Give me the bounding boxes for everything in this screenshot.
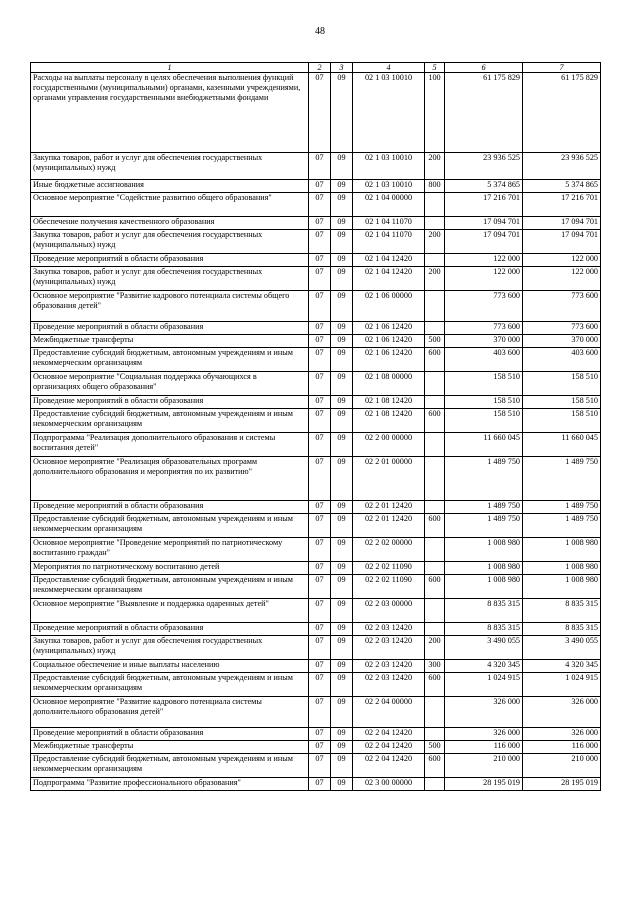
cell-v2: 8 835 315 [523,599,601,623]
cell-v2: 773 600 [523,322,601,335]
cell-pr: 09 [331,193,353,217]
cell-v1: 5 374 865 [445,180,523,193]
cell-v2: 1 008 980 [523,575,601,599]
cell-v2: 1 008 980 [523,538,601,562]
cell-v1: 773 600 [445,291,523,322]
cell-rz: 07 [309,73,331,153]
cell-rz: 07 [309,562,331,575]
cell-name: Основное мероприятие "Реализация образовательных программ дополнительного образования и мероприятия по их развитию" [31,457,309,501]
cell-v2: 23 936 525 [523,153,601,180]
cell-rz: 07 [309,623,331,636]
cell-v1: 1 489 750 [445,514,523,538]
cell-v2: 1 489 750 [523,501,601,514]
cell-name: Предоставление субсидий бюджетным, автономным учреждениям и иным некоммерческим организациям [31,575,309,599]
cell-pr: 09 [331,217,353,230]
cell-v2: 326 000 [523,697,601,728]
cell-vr: 600 [425,575,445,599]
header-cell: 5 [425,63,445,73]
cell-vr [425,322,445,335]
cell-v2: 158 510 [523,372,601,396]
cell-v1: 8 835 315 [445,599,523,623]
cell-rz: 07 [309,538,331,562]
cell-csr: 02 1 08 12420 [353,409,425,433]
cell-pr: 09 [331,335,353,348]
cell-v2: 61 175 829 [523,73,601,153]
cell-v1: 23 936 525 [445,153,523,180]
cell-csr: 02 2 03 00000 [353,599,425,623]
cell-name: Проведение мероприятий в области образования [31,501,309,514]
cell-csr: 02 2 04 12420 [353,741,425,754]
cell-csr: 02 1 04 12420 [353,267,425,291]
cell-name: Межбюджетные трансферты [31,741,309,754]
cell-csr: 02 1 04 12420 [353,254,425,267]
cell-rz: 07 [309,599,331,623]
cell-rz: 07 [309,575,331,599]
cell-name: Основное мероприятие "Социальная поддержка обучающихся в организациях общего образования" [31,372,309,396]
cell-pr: 09 [331,660,353,673]
cell-vr [425,291,445,322]
cell-v2: 1 489 750 [523,514,601,538]
cell-name: Проведение мероприятий в области образования [31,396,309,409]
cell-v2: 122 000 [523,254,601,267]
cell-v2: 17 216 701 [523,193,601,217]
cell-vr [425,697,445,728]
cell-name: Проведение мероприятий в области образования [31,322,309,335]
cell-csr: 02 2 03 12420 [353,673,425,697]
table-row [31,230,601,254]
cell-rz: 07 [309,741,331,754]
table-row [31,348,601,372]
cell-pr: 09 [331,728,353,741]
table-row [31,457,601,501]
cell-name: Закупка товаров, работ и услуг для обеспечения государственных (муниципальных) нужд [31,267,309,291]
table-row [31,741,601,754]
table-row [31,73,601,153]
cell-vr [425,623,445,636]
cell-name: Предоставление субсидий бюджетным, автономным учреждениям и иным некоммерческим организациям [31,348,309,372]
cell-rz: 07 [309,180,331,193]
cell-csr: 02 2 03 12420 [353,660,425,673]
cell-pr: 09 [331,562,353,575]
cell-pr: 09 [331,501,353,514]
cell-vr [425,217,445,230]
cell-csr: 02 2 04 00000 [353,697,425,728]
cell-v1: 1 008 980 [445,538,523,562]
cell-name: Основное мероприятие "Развитие кадрового потенциала системы общего образования детей" [31,291,309,322]
table-row [31,660,601,673]
cell-name: Закупка товаров, работ и услуг для обеспечения государственных (муниципальных) нужд [31,230,309,254]
cell-csr: 02 2 04 12420 [353,754,425,778]
cell-csr: 02 2 04 12420 [353,728,425,741]
cell-pr: 09 [331,322,353,335]
cell-v1: 8 835 315 [445,623,523,636]
table-row [31,514,601,538]
cell-v2: 4 320 345 [523,660,601,673]
cell-rz: 07 [309,636,331,660]
table-row [31,153,601,180]
cell-csr: 02 1 03 10010 [353,153,425,180]
cell-name: Обеспечение получения качественного образования [31,217,309,230]
cell-v2: 3 490 055 [523,636,601,660]
cell-rz: 07 [309,291,331,322]
cell-v1: 326 000 [445,728,523,741]
cell-csr: 02 2 03 12420 [353,623,425,636]
cell-rz: 07 [309,660,331,673]
cell-csr: 02 1 03 10010 [353,180,425,193]
cell-pr: 09 [331,348,353,372]
cell-rz: 07 [309,409,331,433]
cell-csr: 02 2 00 00000 [353,433,425,457]
cell-vr: 200 [425,636,445,660]
cell-v1: 122 000 [445,267,523,291]
cell-rz: 07 [309,514,331,538]
cell-rz: 07 [309,673,331,697]
cell-vr [425,778,445,791]
cell-name: Иные бюджетные ассигнования [31,180,309,193]
table-row [31,322,601,335]
cell-v1: 158 510 [445,409,523,433]
cell-name: Расходы на выплаты персоналу в целях обеспечения выполнения функций государственными (муниципальными) органами, казенными учреждениями, органами управления государственными внебюджетными фондами [31,73,309,153]
cell-vr: 500 [425,335,445,348]
cell-vr [425,433,445,457]
cell-rz: 07 [309,728,331,741]
cell-pr: 09 [331,778,353,791]
cell-vr: 800 [425,180,445,193]
cell-csr: 02 1 03 10010 [353,73,425,153]
cell-rz: 07 [309,335,331,348]
cell-v1: 1 024 915 [445,673,523,697]
cell-v2: 1 008 980 [523,562,601,575]
cell-pr: 09 [331,636,353,660]
cell-v1: 1 008 980 [445,562,523,575]
cell-vr [425,562,445,575]
cell-v1: 11 660 045 [445,433,523,457]
cell-vr [425,599,445,623]
cell-rz: 07 [309,217,331,230]
cell-v1: 1 008 980 [445,575,523,599]
cell-pr: 09 [331,73,353,153]
cell-vr: 600 [425,348,445,372]
cell-name: Социальное обеспечение и иные выплаты населению [31,660,309,673]
cell-v1: 28 195 019 [445,778,523,791]
cell-v1: 158 510 [445,372,523,396]
cell-v2: 158 510 [523,409,601,433]
table-row [31,778,601,791]
cell-vr [425,193,445,217]
cell-v2: 11 660 045 [523,433,601,457]
cell-v1: 17 216 701 [445,193,523,217]
cell-name: Предоставление субсидий бюджетным, автономным учреждениям и иным некоммерческим организациям [31,754,309,778]
table-row [31,501,601,514]
cell-pr: 09 [331,254,353,267]
cell-csr: 02 2 01 12420 [353,514,425,538]
cell-pr: 09 [331,409,353,433]
header-cell: 1 [31,63,309,73]
cell-csr: 02 1 04 11070 [353,217,425,230]
header-cell: 2 [309,63,331,73]
cell-pr: 09 [331,673,353,697]
table-row [31,254,601,267]
cell-vr [425,372,445,396]
cell-name: Проведение мероприятий в области образования [31,623,309,636]
cell-pr: 09 [331,754,353,778]
cell-name: Основное мероприятие "Проведение мероприятий по патриотическому воспитанию граждан" [31,538,309,562]
cell-rz: 07 [309,267,331,291]
cell-vr: 300 [425,660,445,673]
table-row [31,599,601,623]
cell-csr: 02 2 03 12420 [353,636,425,660]
cell-pr: 09 [331,230,353,254]
cell-pr: 09 [331,153,353,180]
cell-name: Закупка товаров, работ и услуг для обеспечения государственных (муниципальных) нужд [31,153,309,180]
cell-pr: 09 [331,457,353,501]
cell-csr: 02 1 08 12420 [353,396,425,409]
page-number: 48 [315,26,325,37]
cell-csr: 02 1 06 12420 [353,335,425,348]
cell-v2: 158 510 [523,396,601,409]
cell-rz: 07 [309,348,331,372]
cell-rz: 07 [309,254,331,267]
table-row [31,728,601,741]
cell-rz: 07 [309,697,331,728]
table-header-row [31,63,601,73]
cell-vr [425,501,445,514]
cell-csr: 02 2 01 12420 [353,501,425,514]
cell-rz: 07 [309,754,331,778]
table-row [31,697,601,728]
cell-vr: 600 [425,514,445,538]
cell-csr: 02 1 08 00000 [353,372,425,396]
cell-v1: 17 094 701 [445,217,523,230]
table-row [31,575,601,599]
cell-rz: 07 [309,433,331,457]
cell-pr: 09 [331,575,353,599]
header-cell: 4 [353,63,425,73]
table-row [31,562,601,575]
table-row [31,335,601,348]
cell-v2: 8 835 315 [523,623,601,636]
cell-v2: 326 000 [523,728,601,741]
cell-v1: 370 000 [445,335,523,348]
cell-vr: 200 [425,153,445,180]
budget-table [30,62,601,791]
cell-rz: 07 [309,193,331,217]
cell-name: Предоставление субсидий бюджетным, автономным учреждениям и иным некоммерческим организациям [31,514,309,538]
cell-pr: 09 [331,291,353,322]
table-row [31,267,601,291]
table-row [31,409,601,433]
cell-rz: 07 [309,372,331,396]
table-row [31,636,601,660]
table-row [31,433,601,457]
cell-name: Подпрограмма "Развитие профессионального образования" [31,778,309,791]
cell-v1: 1 489 750 [445,457,523,501]
cell-v1: 326 000 [445,697,523,728]
table-row [31,372,601,396]
cell-v1: 158 510 [445,396,523,409]
cell-rz: 07 [309,501,331,514]
cell-v2: 5 374 865 [523,180,601,193]
cell-csr: 02 2 01 00000 [353,457,425,501]
cell-csr: 02 1 04 00000 [353,193,425,217]
cell-name: Проведение мероприятий в области образования [31,728,309,741]
cell-csr: 02 2 02 11090 [353,575,425,599]
table-row [31,673,601,697]
cell-name: Мероприятия по патриотическому воспитанию детей [31,562,309,575]
cell-v2: 122 000 [523,267,601,291]
cell-name: Межбюджетные трансферты [31,335,309,348]
cell-csr: 02 1 04 11070 [353,230,425,254]
cell-vr [425,254,445,267]
table-row [31,180,601,193]
cell-vr [425,538,445,562]
cell-vr: 100 [425,73,445,153]
cell-v1: 210 000 [445,754,523,778]
cell-pr: 09 [331,396,353,409]
cell-v1: 403 600 [445,348,523,372]
cell-pr: 09 [331,697,353,728]
cell-v1: 1 489 750 [445,501,523,514]
cell-v1: 4 320 345 [445,660,523,673]
cell-csr: 02 1 06 00000 [353,291,425,322]
cell-v2: 1 489 750 [523,457,601,501]
cell-name: Основное мероприятие "Развитие кадрового потенциала системы дополнительного образования детей" [31,697,309,728]
cell-rz: 07 [309,396,331,409]
cell-name: Проведение мероприятий в области образования [31,254,309,267]
cell-csr: 02 1 06 12420 [353,322,425,335]
cell-v1: 116 000 [445,741,523,754]
cell-v2: 773 600 [523,291,601,322]
cell-name: Основное мероприятие "Выявление и поддержка одаренных детей" [31,599,309,623]
cell-v2: 210 000 [523,754,601,778]
cell-v2: 17 094 701 [523,217,601,230]
cell-pr: 09 [331,433,353,457]
cell-v1: 773 600 [445,322,523,335]
table-row [31,291,601,322]
cell-pr: 09 [331,372,353,396]
table-row [31,538,601,562]
cell-name: Предоставление субсидий бюджетным, автономным учреждениям и иным некоммерческим организациям [31,673,309,697]
cell-pr: 09 [331,514,353,538]
cell-vr [425,396,445,409]
cell-rz: 07 [309,322,331,335]
cell-v1: 17 094 701 [445,230,523,254]
cell-vr: 600 [425,409,445,433]
cell-vr: 200 [425,230,445,254]
cell-pr: 09 [331,623,353,636]
cell-v1: 61 175 829 [445,73,523,153]
cell-rz: 07 [309,153,331,180]
cell-v2: 370 000 [523,335,601,348]
cell-v2: 403 600 [523,348,601,372]
cell-v2: 28 195 019 [523,778,601,791]
cell-vr [425,728,445,741]
header-cell: 3 [331,63,353,73]
header-cell: 7 [523,63,601,73]
cell-v2: 17 094 701 [523,230,601,254]
cell-vr: 600 [425,754,445,778]
cell-v2: 1 024 915 [523,673,601,697]
cell-name: Закупка товаров, работ и услуг для обеспечения государственных (муниципальных) нужд [31,636,309,660]
cell-pr: 09 [331,741,353,754]
cell-rz: 07 [309,457,331,501]
cell-name: Подпрограмма "Реализация дополнительного образования и системы воспитания детей" [31,433,309,457]
cell-vr: 600 [425,673,445,697]
cell-pr: 09 [331,267,353,291]
cell-csr: 02 2 02 11090 [353,562,425,575]
cell-v1: 122 000 [445,254,523,267]
cell-name: Основное мероприятие "Содействие развитию общего образования" [31,193,309,217]
cell-pr: 09 [331,599,353,623]
table-row [31,193,601,217]
cell-rz: 07 [309,778,331,791]
cell-v1: 3 490 055 [445,636,523,660]
cell-pr: 09 [331,180,353,193]
cell-pr: 09 [331,538,353,562]
table-row [31,754,601,778]
cell-vr: 200 [425,267,445,291]
header-cell: 6 [445,63,523,73]
cell-csr: 02 2 02 00000 [353,538,425,562]
cell-name: Предоставление субсидий бюджетным, автономным учреждениям и иным некоммерческим организациям [31,409,309,433]
cell-rz: 07 [309,230,331,254]
cell-csr: 02 1 06 12420 [353,348,425,372]
table-row [31,396,601,409]
table-row [31,623,601,636]
cell-csr: 02 3 00 00000 [353,778,425,791]
cell-v2: 116 000 [523,741,601,754]
cell-vr [425,457,445,501]
cell-vr: 500 [425,741,445,754]
table-row [31,217,601,230]
